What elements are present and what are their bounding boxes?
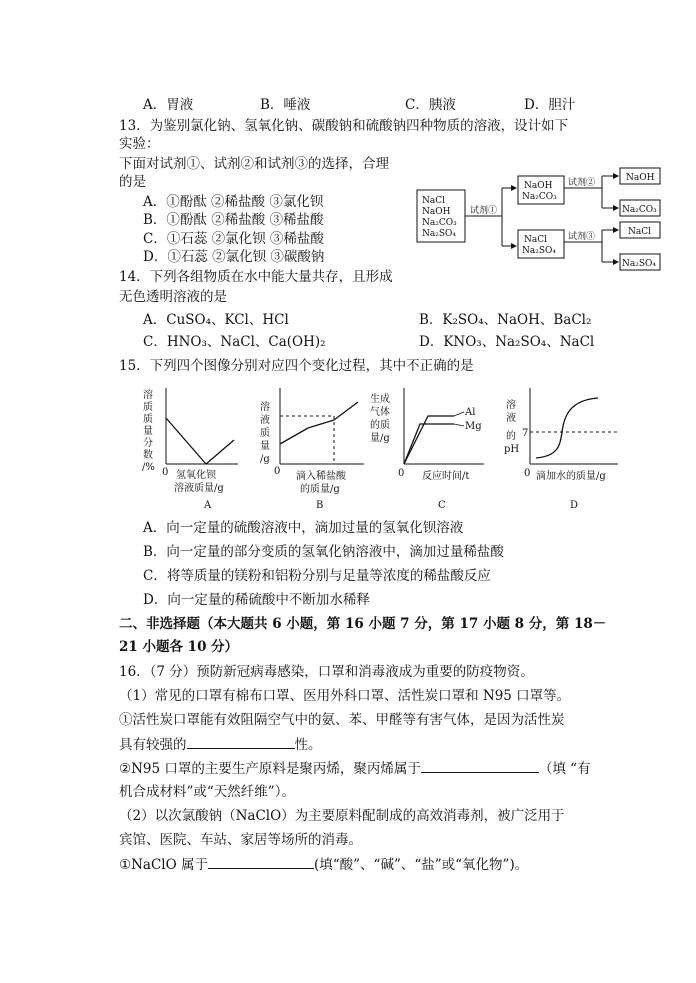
q16-stem: 16．（7 分）预防新冠病毒感染，口罩和消毒液成为重要的防疫物资。: [119, 664, 534, 680]
q16-part1b-text-a: ②N95 口罩的主要生产原料是聚丙烯，聚丙烯属于: [119, 761, 421, 777]
graph-b-ylabel-4: 量: [260, 441, 270, 452]
q13-option-c: C．①石蕊 ②氯化钡 ③稀盐酸: [143, 231, 324, 247]
scheme-start-1: NaCl: [422, 196, 446, 206]
q12-option-c: C．胰液: [405, 97, 456, 113]
graph-a-xlabel-1: 氢氧化钡: [176, 470, 216, 481]
q16-part1a-line2: [119, 735, 322, 754]
q15-graph-b: [256, 386, 376, 512]
scheme-lower-2: Na₂SO₄: [522, 246, 557, 256]
q16-answer-blank-3[interactable]: [208, 855, 314, 869]
scheme-reagent-2: 试剂②: [568, 178, 596, 188]
graph-d-ref-7: 7: [522, 428, 529, 439]
graph-c-letter: C: [438, 500, 446, 511]
graph-a-xlabel-2: 溶液质量/g: [174, 483, 224, 494]
scheme-out-upper-1: NaOH: [626, 173, 655, 183]
q15-option-a: A．向一定量的硫酸溶液中，滴加过量的氢氧化钡溶液: [143, 520, 464, 536]
q16-part1a-text-b: 性。: [294, 737, 322, 753]
q15-graph-d: [500, 386, 630, 512]
graph-d-origin: 0: [524, 468, 531, 479]
graph-c-ylabel-4: 量/g: [370, 433, 390, 444]
graph-c-ylabel-3: 的质: [370, 420, 390, 431]
scheme-reagent-1: 试剂①: [470, 206, 498, 216]
q13-option-a: A．①酚酞 ②稀盐酸 ③氯化钡: [143, 194, 324, 210]
graph-a-ylabel-6: 数: [143, 450, 153, 461]
q16-part2-line2: 宾馆、医院、车站、家居等场所的消毒。: [119, 832, 362, 848]
graph-a-ylabel-2: 质: [143, 402, 153, 413]
q16-answer-blank-2[interactable]: [421, 759, 539, 773]
graph-a-letter: A: [204, 500, 212, 511]
graph-b-xlabel-1: 滴入稀盐酸: [296, 471, 346, 482]
q14-option-d: D．KNO₃、Na₂SO₄、NaCl: [419, 334, 595, 350]
graph-a-ylabel-1: 溶: [143, 390, 153, 401]
graph-b-ylabel-1: 溶: [260, 402, 270, 413]
graph-d-ylabel-4: pH: [504, 444, 520, 455]
graph-b-ylabel-2: 液: [260, 415, 270, 426]
graph-c-ylabel-2: 气体: [370, 407, 390, 418]
graph-c-curve-al: Al: [465, 407, 476, 418]
graph-a-ylabel-4: 量: [143, 426, 153, 437]
graph-d-ylabel-1: 溶: [506, 400, 516, 411]
scheme-out-upper-2: Na₂CO₃: [622, 205, 657, 215]
graph-b-ylabel-5: /g: [260, 454, 270, 465]
scheme-lower-1: NaCl: [524, 235, 548, 245]
scheme-upper-1: NaOH: [524, 181, 553, 191]
q12-option-d: D．胆汁: [524, 97, 576, 113]
graph-a-ylabel-3: 质: [143, 414, 153, 425]
q12-option-a: A．胃液: [143, 97, 194, 113]
scheme-out-lower-2: Na₂SO₄: [622, 259, 657, 269]
graph-c-xlabel: 反应时间/t: [422, 471, 470, 482]
q16-part1b-line2: 机合成材料”或“天然纤维”）。: [119, 784, 295, 800]
graph-a-ylabel-7: /%: [142, 462, 155, 473]
q16-answer-blank-1[interactable]: [187, 735, 295, 749]
q13-option-b: B．①酚酞 ②稀盐酸 ③稀盐酸: [143, 212, 324, 228]
q13-stem-4: 的是: [119, 174, 146, 190]
q16-part1: （1）常见的口罩有棉布口罩、医用外科口罩、活性炭口罩和 N95 口罩等。: [119, 688, 571, 704]
q13-separation-scheme: [412, 162, 668, 274]
scheme-start-4: Na₂SO₄: [422, 229, 457, 239]
graph-b-ylabel-3: 质: [260, 428, 270, 439]
graph-d-ylabel-2: 液: [506, 413, 516, 424]
q15-stem: 15．下列四个图像分别对应四个变化过程，其中不正确的是: [119, 358, 474, 374]
q16-part2a: [119, 855, 528, 874]
graph-d-ylabel-3: 的: [506, 431, 516, 442]
q15-option-d: D．向一定量的稀硫酸中不断加水稀释: [143, 592, 370, 608]
scheme-reagent-3: 试剂③: [568, 232, 596, 242]
q16-part1b-text-b: （填 “有: [538, 761, 591, 777]
graph-d-letter: D: [570, 500, 579, 511]
q16-part2a-text-b: (填“酸”、“碱”、“盐”或“氧化物”)。: [313, 857, 529, 873]
graph-b-origin: 0: [274, 466, 281, 477]
scheme-start-2: NaOH: [422, 207, 451, 217]
graph-c-origin: 0: [398, 468, 405, 479]
q16-part2-line1: （2）以次氯酸钠（NaClO）为主要原料配制成的高效消毒剂，被广泛用于: [119, 808, 565, 824]
scheme-upper-2: Na₂CO₃: [522, 192, 557, 202]
graph-d-xlabel: 滴加水的质量/g: [536, 471, 606, 482]
graph-b-letter: B: [316, 500, 324, 511]
q15-graph-a: [140, 386, 250, 512]
graph-a-origin: 0: [162, 467, 169, 478]
graph-b-xlabel-2: 的质量/g: [300, 484, 340, 495]
graph-a-ylabel-5: 分: [143, 438, 153, 449]
graph-c-ylabel-1: 生成: [370, 394, 390, 405]
q16-part1b-line1: [119, 759, 591, 778]
q16-part1a-text-a: 具有较强的: [119, 737, 187, 753]
q14-option-c: C．HNO₃、NaCl、Ca(OH)₂: [143, 334, 326, 350]
graph-c-curve-mg: Mg: [465, 421, 482, 432]
q14-option-a: A．CuSO₄、KCl、HCl: [143, 312, 289, 328]
q13-option-d: D．①石蕊 ②氯化钡 ③碳酸钠: [143, 249, 325, 265]
q14-stem-2: 无色透明溶液的是: [119, 289, 227, 305]
q14-stem-1: 14．下列各组物质在水中能大量共存，且形成: [119, 269, 393, 285]
q15-option-b: B．向一定量的部分变质的氢氧化钠溶液中，滴加过量稀盐酸: [143, 544, 504, 560]
q12-option-b: B．唾液: [260, 97, 311, 113]
q15-option-c: C．将等质量的镁粉和铝粉分别与足量等浓度的稀盐酸反应: [143, 568, 491, 584]
q16-part2a-text-a: ①NaClO 属于: [119, 857, 208, 873]
q15-graph-c: [366, 386, 506, 512]
scheme-out-lower-1: NaCl: [628, 227, 652, 237]
q13-stem-3: 下面对试剂①、试剂②和试剂③的选择，合理: [119, 156, 389, 172]
section2-heading-2: 21 小题各 10 分）: [119, 639, 239, 655]
q14-option-b: B．K₂SO₄、NaOH、BaCl₂: [419, 312, 592, 328]
scheme-start-3: Na₂CO₃: [422, 218, 457, 228]
q13-stem-2: 实验：: [119, 136, 160, 152]
q13-stem-1: 13．为鉴别氯化钠、氢氧化钠、碳酸钠和硫酸钠四种物质的溶液，设计如下: [119, 118, 569, 134]
q16-part1a-line1: ①活性炭口罩能有效阻隔空气中的氨、苯、甲醛等有害气体，是因为活性炭: [119, 712, 565, 728]
section2-heading-1: 二、非选择题（本大题共 6 小题，第 16 小题 7 分，第 17 小题 8 分，第 18－: [119, 616, 607, 632]
